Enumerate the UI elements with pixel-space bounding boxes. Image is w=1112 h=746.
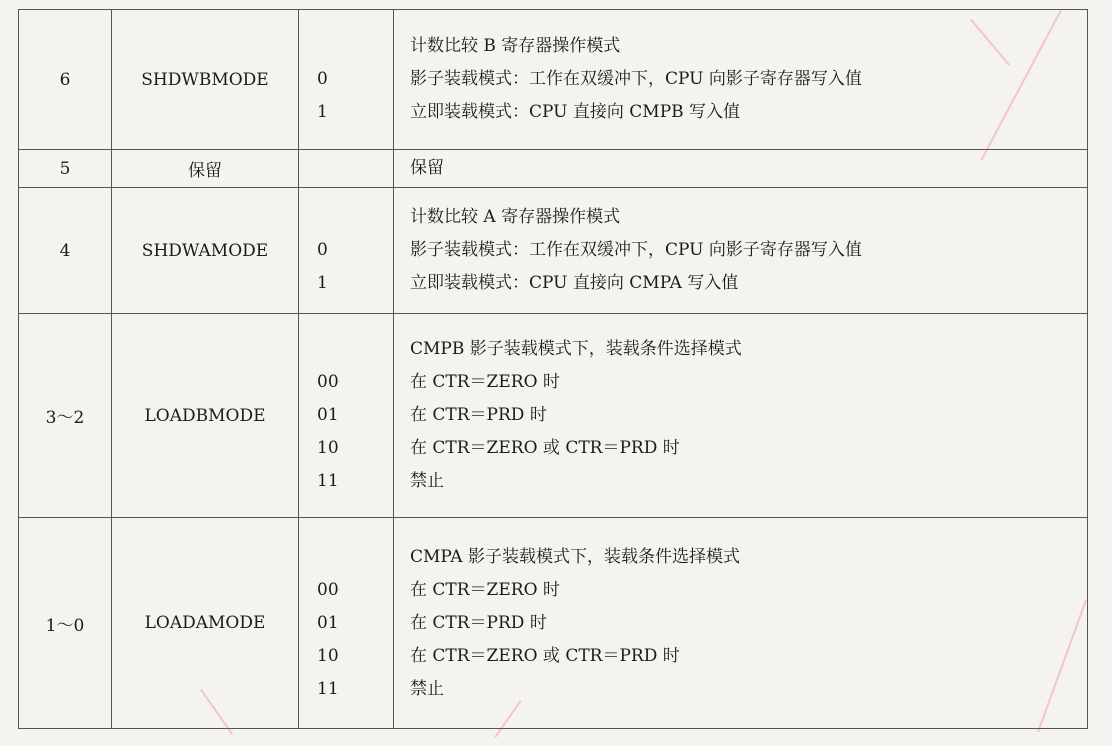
value-cell (299, 150, 394, 188)
description-line: 在 CTR＝PRD 时 (410, 405, 547, 425)
value-cell (299, 10, 394, 150)
description-cell (394, 314, 1088, 518)
value-line: 00 (317, 579, 339, 600)
description-line: CMPB 影子装载模式下，装载条件选择模式 (410, 339, 742, 359)
table-row (19, 150, 1088, 188)
table-row (19, 10, 1088, 150)
register-bit-table (18, 9, 1088, 729)
value-line (317, 333, 393, 366)
bit-cell: 5 (19, 150, 112, 188)
bit-cell: 6 (19, 10, 112, 150)
description-line: 在 CTR＝PRD 时 (410, 612, 547, 633)
value-line (317, 541, 393, 574)
description-line: 影子装载模式：工作在双缓冲下，CPU 向影子寄存器写入值 (410, 69, 862, 89)
description-line: 立即装载模式：CPU 直接向 CMPA 写入值 (410, 273, 739, 293)
description-line: 计数比较 A 寄存器操作模式 (410, 207, 621, 227)
field-name-cell: SHDWAMODE (112, 188, 299, 314)
field-name-cell: SHDWBMODE (112, 10, 299, 150)
field-name-cell: LOADAMODE (112, 518, 299, 729)
description-line: 在 CTR＝ZERO 或 CTR＝PRD 时 (410, 645, 680, 666)
value-line: 10 (317, 438, 339, 458)
value-line (317, 201, 393, 234)
value-line: 1 (317, 273, 328, 293)
field-name-cell: LOADBMODE (112, 314, 299, 518)
bit-cell: 3～2 (19, 314, 112, 518)
value-cell (299, 314, 394, 518)
description-cell (394, 188, 1088, 314)
value-line: 01 (317, 612, 339, 633)
table-row (19, 518, 1088, 729)
description-line: 在 CTR＝ZERO 时 (410, 579, 560, 600)
description-line: 计数比较 B 寄存器操作模式 (410, 36, 621, 56)
description-line: 在 CTR＝ZERO 或 CTR＝PRD 时 (410, 438, 680, 458)
bit-cell: 4 (19, 188, 112, 314)
description-line: 禁止 (410, 678, 444, 699)
value-cell (299, 518, 394, 729)
table-row (19, 188, 1088, 314)
value-line: 11 (317, 678, 339, 699)
description-cell (394, 10, 1088, 150)
description-line: 立即装载模式：CPU 直接向 CMPB 写入值 (410, 102, 741, 122)
bit-cell: 1～0 (19, 518, 112, 729)
value-line: 11 (317, 471, 339, 491)
field-name-cell: 保留 (112, 150, 299, 188)
description-cell (394, 518, 1088, 729)
value-line: 10 (317, 645, 339, 666)
value-line: 00 (317, 372, 339, 392)
description-line: 禁止 (410, 471, 444, 491)
description-line: 影子装载模式：工作在双缓冲下，CPU 向影子寄存器写入值 (410, 240, 862, 260)
value-cell (299, 188, 394, 314)
description-line: 保留 (410, 158, 444, 178)
value-line: 0 (317, 69, 328, 89)
table-row (19, 314, 1088, 518)
value-line: 0 (317, 240, 328, 260)
value-line: 01 (317, 405, 339, 425)
value-line (317, 30, 393, 63)
value-line: 1 (317, 102, 328, 122)
description-line: CMPA 影子装载模式下，装载条件选择模式 (410, 546, 740, 567)
description-cell (394, 150, 1088, 188)
description-line: 在 CTR＝ZERO 时 (410, 372, 560, 392)
